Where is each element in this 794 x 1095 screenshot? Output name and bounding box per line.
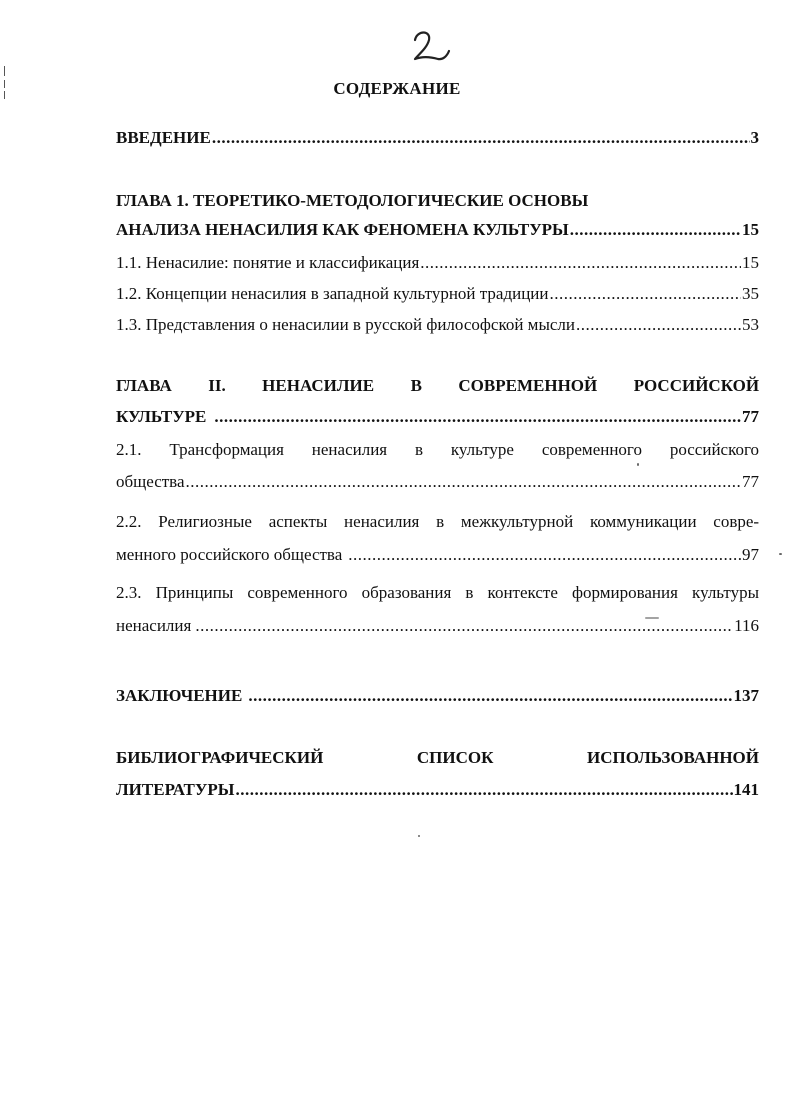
toc-entry-label: АНАЛИЗА НЕНАСИЛИЯ КАК ФЕНОМЕНА КУЛЬТУРЫ bbox=[116, 220, 569, 239]
scan-speck bbox=[779, 553, 782, 555]
toc-dot-leader bbox=[348, 545, 741, 565]
toc-entry-page: 15 bbox=[742, 220, 759, 239]
section-word: коммуникации bbox=[589, 512, 697, 531]
toc-entry-bibliography[interactable] bbox=[116, 780, 759, 800]
chapter1-heading-line1[interactable] bbox=[116, 191, 759, 211]
bibliography-line1[interactable] bbox=[116, 748, 759, 768]
toc-entry-page: 137 bbox=[733, 686, 759, 705]
section-2-2-line1[interactable] bbox=[116, 512, 759, 532]
heading-word: В bbox=[410, 376, 422, 395]
toc-entry-chapter1[interactable] bbox=[116, 220, 759, 240]
scan-speck bbox=[637, 463, 639, 466]
toc-entry-chapter2[interactable] bbox=[116, 407, 759, 427]
toc-entry-label: 1.2. Концепции ненасилия в западной культурной традиции bbox=[116, 284, 549, 303]
toc-entry-page: 141 bbox=[733, 780, 759, 799]
handwritten-page-number bbox=[405, 26, 453, 66]
toc-entry-section-2-3[interactable] bbox=[116, 616, 759, 636]
toc-dot-leader bbox=[235, 780, 732, 800]
chapter1-heading-text: ГЛАВА 1. ТЕОРЕТИКО-МЕТОДОЛОГИЧЕСКИЕ ОСНОВЫ bbox=[116, 191, 589, 210]
section-word: 2.1. bbox=[116, 440, 142, 459]
section-word: аспекты bbox=[268, 512, 328, 531]
toc-entry-conclusion[interactable] bbox=[116, 686, 759, 706]
toc-dot-leader bbox=[214, 407, 741, 427]
section-word: образования bbox=[361, 583, 452, 602]
toc-entry-label: ВВЕДЕНИЕ bbox=[116, 128, 211, 147]
toc-entry-label: ненасилия bbox=[116, 616, 192, 635]
toc-dot-leader bbox=[248, 686, 732, 706]
toc-entry-label: ЗАКЛЮЧЕНИЕ bbox=[116, 686, 243, 705]
toc-entry-page: 35 bbox=[742, 284, 759, 303]
toc-entry-label: ЛИТЕРАТУРЫ bbox=[116, 780, 235, 799]
toc-entry-section-2-1[interactable] bbox=[116, 472, 759, 492]
section-word: культуры bbox=[692, 583, 760, 602]
handwritten-two-icon bbox=[405, 26, 453, 66]
toc-dot-leader bbox=[570, 220, 741, 240]
heading-word: СОВРЕМЕННОЙ bbox=[458, 376, 598, 395]
toc-entry-page: 3 bbox=[750, 128, 759, 147]
section-word: современного bbox=[247, 583, 348, 602]
toc-entry-section-1-1[interactable] bbox=[116, 253, 759, 273]
toc-dot-leader bbox=[212, 128, 750, 148]
heading-word: II. bbox=[208, 376, 226, 395]
section-word: формирования bbox=[571, 583, 678, 602]
toc-entry-page: 77 bbox=[742, 407, 759, 426]
toc-dot-leader bbox=[186, 472, 741, 492]
scan-speck bbox=[418, 835, 420, 837]
toc-entry-introduction[interactable] bbox=[116, 128, 759, 148]
section-2-1-line1[interactable] bbox=[116, 440, 759, 460]
heading-word: РОССИЙСКОЙ bbox=[633, 376, 760, 395]
toc-entry-page: 77 bbox=[742, 472, 759, 491]
section-word: культуре bbox=[450, 440, 514, 459]
toc-dot-leader bbox=[195, 616, 733, 636]
toc-entry-label: 1.3. Представления о ненасилии в русской философской мысли bbox=[116, 315, 575, 334]
chapter2-heading-line1[interactable] bbox=[116, 376, 759, 396]
toc-entry-page: 53 bbox=[742, 315, 759, 334]
heading-word: НЕНАСИЛИЕ bbox=[262, 376, 375, 395]
toc-entry-section-2-2[interactable] bbox=[116, 545, 759, 565]
heading-word: БИБЛИОГРАФИЧЕСКИЙ bbox=[116, 748, 324, 767]
section-word: в bbox=[436, 512, 445, 531]
toc-entry-page: 15 bbox=[742, 253, 759, 272]
section-word: контексте bbox=[487, 583, 558, 602]
toc-entry-page: 116 bbox=[734, 616, 759, 635]
section-word: Религиозные bbox=[158, 512, 252, 531]
section-word: российского bbox=[669, 440, 760, 459]
section-word: 2.2. bbox=[116, 512, 142, 531]
heading-word: ГЛАВА bbox=[116, 376, 172, 395]
scan-speck bbox=[645, 617, 659, 619]
toc-entry-section-1-3[interactable] bbox=[116, 315, 759, 335]
heading-word: ИСПОЛЬЗОВАННОЙ bbox=[587, 748, 759, 767]
section-word: в bbox=[414, 440, 423, 459]
toc-entry-label: 1.1. Ненасилие: понятие и классификация bbox=[116, 253, 420, 272]
toc-dot-leader bbox=[550, 284, 742, 304]
section-word: в bbox=[465, 583, 474, 602]
toc-entry-label: менного российского общества bbox=[116, 545, 343, 564]
toc-entry-page: 97 bbox=[742, 545, 759, 564]
toc-entry-label: КУЛЬТУРЕ bbox=[116, 407, 207, 426]
toc-dot-leader bbox=[420, 253, 741, 273]
section-word: ненасилия bbox=[344, 512, 420, 531]
margin-mark bbox=[4, 66, 5, 76]
toc-dot-leader bbox=[576, 315, 741, 335]
section-word: ненасилия bbox=[311, 440, 388, 459]
toc-entry-label: общества bbox=[116, 472, 185, 491]
section-word: современного bbox=[541, 440, 642, 459]
section-word: совре- bbox=[713, 512, 760, 531]
toc-title: СОДЕРЖАНИЕ bbox=[333, 79, 461, 98]
heading-word: СПИСОК bbox=[416, 748, 494, 767]
section-word: 2.3. bbox=[116, 583, 142, 602]
section-word: Принципы bbox=[155, 583, 234, 602]
toc-entry-section-1-2[interactable] bbox=[116, 284, 759, 304]
section-2-3-line1[interactable] bbox=[116, 583, 759, 603]
section-word: межкультурной bbox=[460, 512, 574, 531]
section-word: Трансформация bbox=[169, 440, 284, 459]
